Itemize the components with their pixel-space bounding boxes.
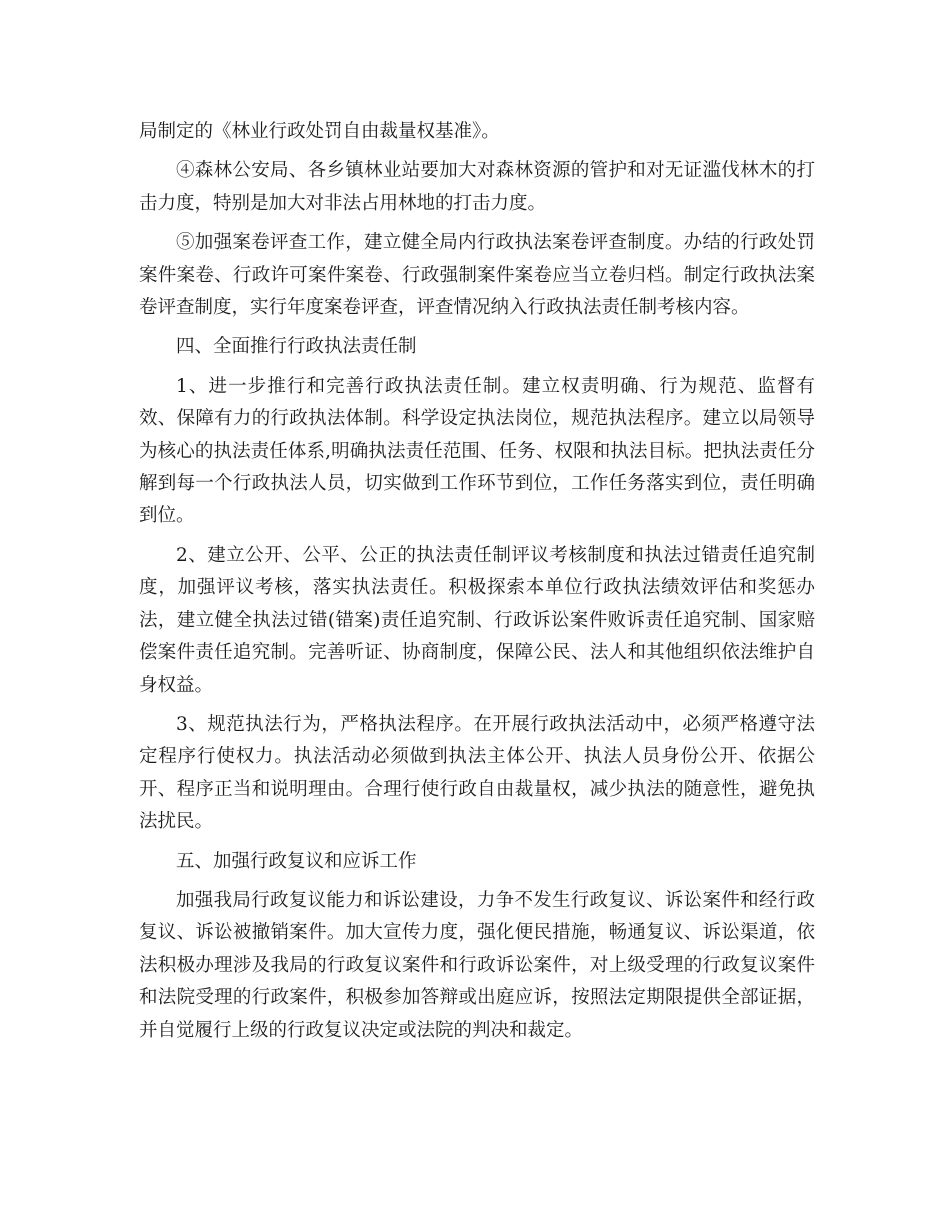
paragraph-3: ⑤加强案卷评查工作，建立健全局内行政执法案卷评查制度。办结的行政处罚案件案卷、行政许可案件案卷、行政强制案件案卷应当立卷归档。制定行政执法案卷评查制度，实行年度案卷评查，评查情况纳入行政执法责任制考核内容。 (139, 232, 815, 319)
paragraph-5: 1、进一步推行和完善行政执法责任制。建立权责明确、行为规范、监督有效、保障有力的行政执法体制。科学设定执法岗位，规范执法程序。建立以局领导为核心的执法责任体系,明确执法责任范围、任务、权限和执法目标。把执法责任分解到每一个行政执法人员，切实做到工作环节到位，工作任务落实到位，责任明确到位。 (139, 375, 815, 527)
document-page (139, 116, 815, 1054)
paragraph-6: 2、建立公开、公平、公正的执法责任制评议考核制度和执法过错责任追究制度，加强评议考核，落实执法责任。积极探索本单位行政执法绩效评估和奖惩办法，建立健全执法过错(错案)责任追究制、行政诉讼案件败诉责任追究制、国家赔偿案件责任追究制。完善听证、协商制度，保障公民、法人和其他组织依法维护自身权益。 (139, 544, 815, 696)
paragraph-9: 加强我局行政复议能力和诉讼建设，力争不发生行政复议、诉讼案件和经行政复议、诉讼被撤销案件。加大宣传力度，强化便民措施，畅通复议、诉讼渠道，依法积极办理涉及我局的行政复议案件和行政诉讼案件，对上级受理的行政复议案件和法院受理的行政案件，积极参加答辩或出庭应诉，按照法定期限提供全部证据，并自觉履行上级的行政复议决定或法院的判决和裁定。 (139, 889, 815, 1041)
section-heading-4: 四、全面推行行政执法责任制 (176, 336, 417, 358)
paragraph-1: 局制定的《林业行政处罚自由裁量权基准》。 (139, 121, 500, 142)
paragraph-2: ④森林公安局、各乡镇林业站要加大对森林资源的管护和对无证滥伐林木的打击力度，特别是加大对非法占用林地的打击力度。 (139, 160, 815, 214)
section-heading-5: 五、加强行政复议和应诉工作 (176, 850, 417, 872)
paragraph-7: 3、规范执法行为，严格执法程序。在开展行政执法活动中，必须严格遵守法定程序行使权力。执法活动必须做到执法主体公开、执法人员身份公开、依据公开、程序正当和说明理由。合理行使行政自由裁量权，减少执法的随意性，避免执法扰民。 (139, 713, 815, 833)
